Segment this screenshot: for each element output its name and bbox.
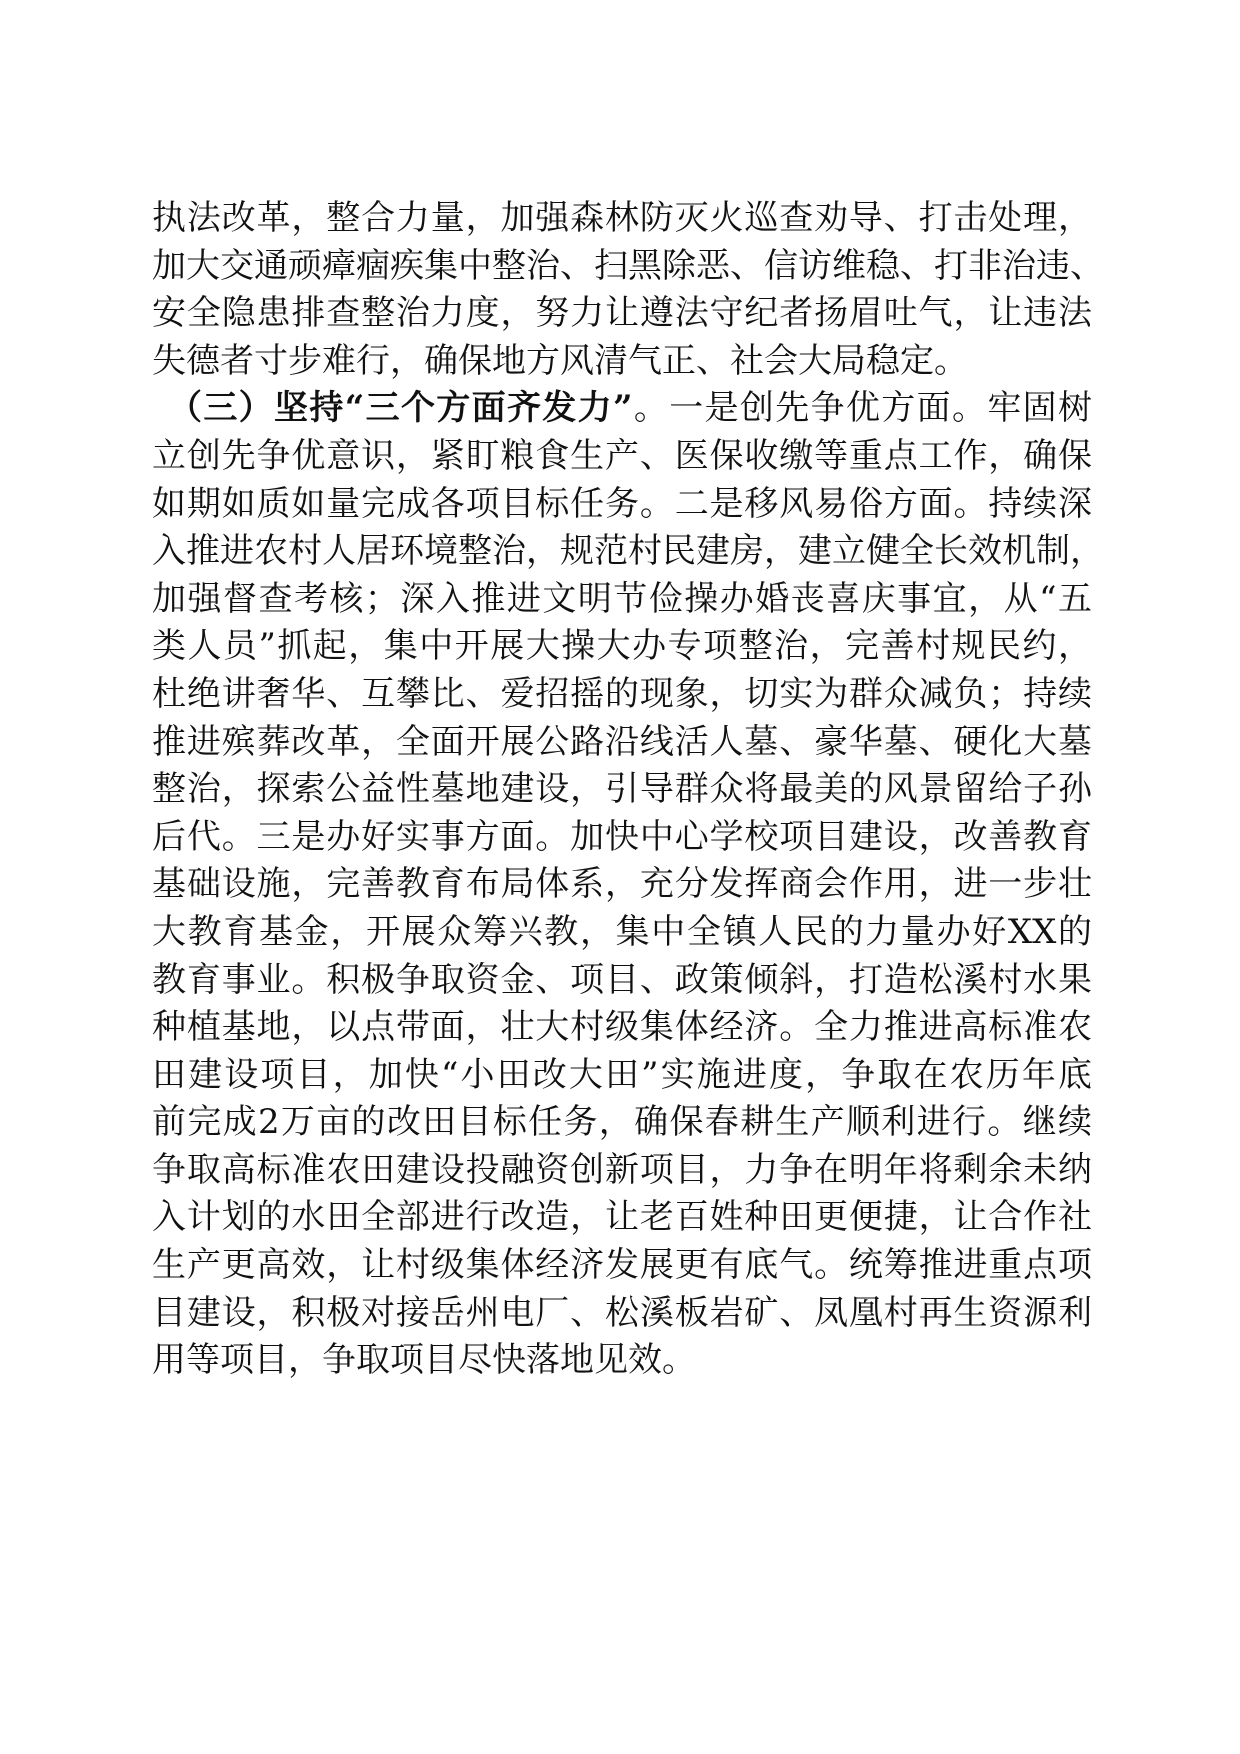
text-line: 立创先争优意识，紧盯粮食生产、医保收缴等重点工作，确保 xyxy=(152,435,1092,476)
text-line: 前完成2万亩的改田目标任务，确保春耕生产顺利进行。继续 xyxy=(152,1102,1092,1143)
text-line: 目建设，积极对接岳州电厂、松溪板岩矿、凤凰村再生资源利 xyxy=(152,1292,1092,1333)
section-heading-line xyxy=(152,385,1092,433)
text-line: 整治，探索公益性墓地建设，引导群众将最美的风景留给子孙 xyxy=(152,769,1092,810)
text-line: 争取高标准农田建设投融资创新项目，力争在明年将剩余未纳 xyxy=(152,1149,1092,1190)
text-line: 大教育基金，开展众筹兴教，集中全镇人民的力量办好XX的 xyxy=(152,911,1092,952)
text-line: 执法改革，整合力量，加强森林防灭火巡查劝导、打击处理， xyxy=(152,198,1092,238)
paragraph-three-aspects xyxy=(152,433,1104,1385)
text-line: 入计划的水田全部进行改造，让老百姓种田更便捷，让合作社 xyxy=(152,1197,1092,1238)
text-line: 种植基地，以点带面，壮大村级集体经济。全力推进高标准农 xyxy=(152,1007,1092,1048)
text-line: 如期如质如量完成各项目标任务。二是移风易俗方面。持续深 xyxy=(152,483,1092,524)
text-line: 基础设施，完善教育布局体系，充分发挥商会作用，进一步壮 xyxy=(152,864,1092,905)
section-heading-continuation: 。一是创先争优方面。牢固树 xyxy=(632,388,1092,429)
text-line: 加大交通顽瘴痼疾集中整治、扫黑除恶、信访维稳、打非治违、 xyxy=(152,245,1104,286)
text-line: 后代。三是办好实事方面。加快中心学校项目建设，改善教育 xyxy=(152,816,1092,857)
text-line: 杜绝讲奢华、互攀比、爱招摇的现象，切实为群众减负；持续 xyxy=(152,673,1092,714)
section-heading: （三）坚持“三个方面齐发力” xyxy=(168,388,633,429)
text-line: 田建设项目，加快“小田改大田”实施进度，争取在农历年底 xyxy=(152,1054,1092,1095)
text-line: 教育事业。积极争取资金、项目、政策倾斜，打造松溪村水果 xyxy=(152,959,1092,1000)
text-line: 推进殡葬改革，全面开展公路沿线活人墓、豪华墓、硬化大墓 xyxy=(152,721,1092,762)
text-line: 入推进农村人居环境整治，规范村民建房，建立健全长效机制， xyxy=(152,531,1104,572)
text-line: 失德者寸步难行，确保地方风清气正、社会大局稳定。 xyxy=(152,340,968,381)
text-line: 安全隐患排查整治力度，努力让遵法守纪者扬眉吐气，让违法 xyxy=(152,293,1092,334)
body-text xyxy=(152,195,1104,1385)
text-line: 用等项目，争取项目尽快落地见效。 xyxy=(152,1340,696,1381)
paragraph-enforcement xyxy=(152,195,1104,385)
text-line: 生产更高效，让村级集体经济发展更有底气。统筹推进重点项 xyxy=(152,1245,1092,1286)
text-line: 类人员”抓起，集中开展大操大办专项整治，完善村规民约， xyxy=(152,626,1092,667)
text-line: 加强督查考核；深入推进文明节俭操办婚丧喜庆事宜，从“五 xyxy=(152,578,1092,619)
